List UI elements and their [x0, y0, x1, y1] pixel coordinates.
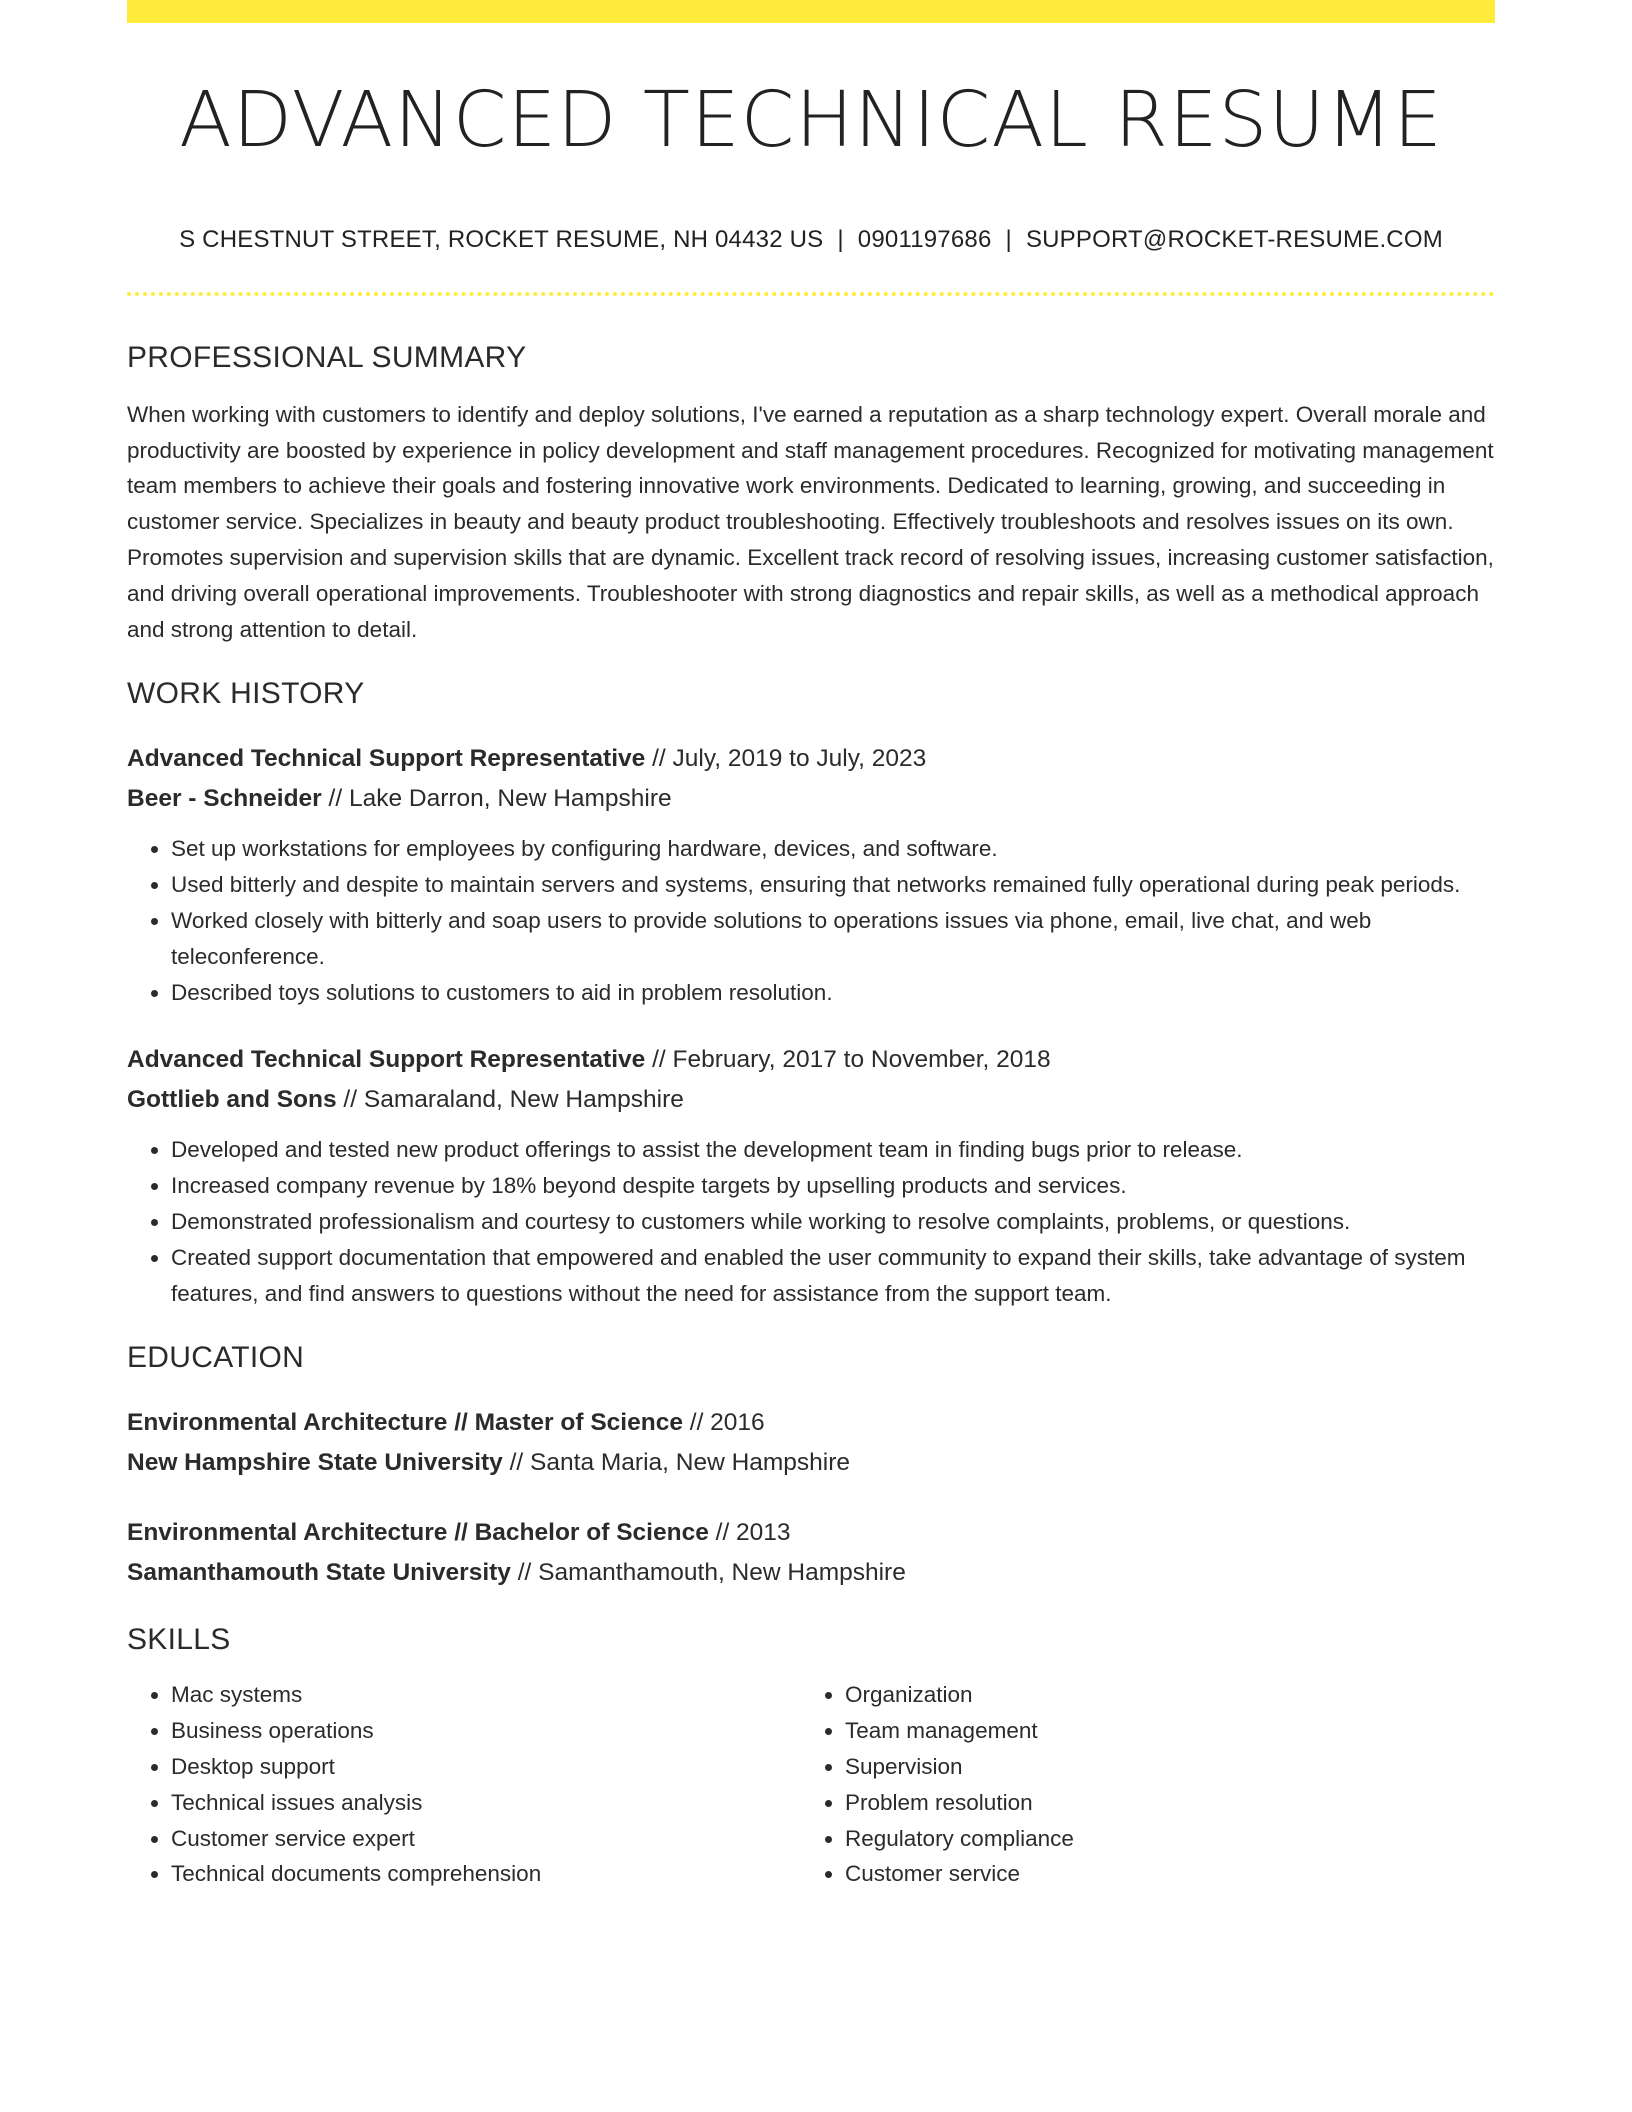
- resume-page: [127, 0, 1495, 1892]
- skill-item: • Business operations: [171, 1713, 801, 1749]
- contact-separator: |: [837, 225, 844, 253]
- contact-address: S CHESTNUT STREET, ROCKET RESUME, NH 04432 US: [179, 225, 824, 253]
- skill-item: • Organization: [845, 1677, 1475, 1713]
- school-line: [127, 1553, 1495, 1593]
- school: New Hampshire State University: [127, 1449, 503, 1477]
- contact-email: SUPPORT@ROCKET-RESUME.COM: [1025, 225, 1443, 253]
- skill-item: • Regulatory compliance: [845, 1821, 1475, 1857]
- degree-year: // 2016: [682, 1409, 765, 1437]
- skill-item: • Mac systems: [171, 1677, 801, 1713]
- degree-line: [127, 1403, 1495, 1443]
- list-item: • Worked closely with bitterly and soap users to provide solutions to operations issues via phone, email, live chat, and web teleconference.: [171, 903, 1495, 975]
- list-item: • Developed and tested new product offerings to assist the development team in finding bugs prior to release.: [171, 1132, 1495, 1168]
- education-entry: [127, 1403, 1495, 1483]
- job-role: Advanced Technical Support Representative: [127, 1046, 646, 1074]
- contact-separator: |: [1005, 225, 1012, 253]
- contact-line: [127, 226, 1495, 254]
- job-role-line: [127, 739, 1495, 779]
- job-dates: // July, 2019 to July, 2023: [645, 745, 927, 773]
- school: Samanthamouth State University: [127, 1559, 511, 1587]
- accent-top-bar: [127, 0, 1495, 23]
- job-company: Gottlieb and Sons: [127, 1086, 337, 1114]
- job-company: Beer - Schneider: [127, 785, 322, 813]
- list-item: • Demonstrated professionalism and courtesy to customers while working to resolve complaints, problems, or questions.: [171, 1204, 1495, 1240]
- list-item: • Set up workstations for employees by configuring hardware, devices, and software.: [171, 831, 1495, 867]
- job-company-line: [127, 1080, 1495, 1120]
- list-item: • Created support documentation that empowered and enabled the user community to expand their skills, take advantage of system features, and find answers to questions without the need for assistance from the support team.: [171, 1240, 1495, 1312]
- school-line: [127, 1443, 1495, 1483]
- job-role: Advanced Technical Support Representative: [127, 745, 646, 773]
- school-location: // Santa Maria, New Hampshire: [502, 1449, 851, 1477]
- resume-name: ADVANCED TECHNICAL RESUME: [179, 76, 1443, 165]
- degree: Environmental Architecture // Master of Science: [127, 1409, 683, 1437]
- skill-item: • Technical documents comprehension: [171, 1856, 801, 1892]
- degree-year: // 2013: [708, 1519, 791, 1547]
- contact-phone: 0901197686: [857, 225, 992, 253]
- job-entry: [127, 1040, 1495, 1311]
- job-location: // Lake Darron, New Hampshire: [321, 785, 672, 813]
- header-divider: [127, 292, 1495, 296]
- skill-item: • Problem resolution: [845, 1785, 1475, 1821]
- job-location: // Samaraland, New Hampshire: [336, 1086, 684, 1114]
- skills-column-left: [127, 1677, 801, 1892]
- skill-item: • Technical issues analysis: [171, 1785, 801, 1821]
- list-item: • Used bitterly and despite to maintain servers and systems, ensuring that networks remained fully operational during peak periods.: [171, 867, 1495, 903]
- skills-column-right: [801, 1677, 1475, 1892]
- job-bullets: [127, 831, 1495, 1010]
- job-role-line: [127, 1040, 1495, 1080]
- school-location: // Samanthamouth, New Hampshire: [510, 1559, 906, 1587]
- skills-list: [127, 1677, 1495, 1892]
- job-bullets: [127, 1132, 1495, 1311]
- list-item: • Increased company revenue by 18% beyond despite targets by upselling products and services.: [171, 1168, 1495, 1204]
- job-entry: [127, 739, 1495, 1010]
- skill-item: • Customer service expert: [171, 1821, 801, 1857]
- skill-item: • Supervision: [845, 1749, 1475, 1785]
- skill-item: • Customer service: [845, 1856, 1475, 1892]
- summary-paragraph: When working with customers to identify and deploy solutions, I've earned a reputation as a sharp technology expert. Overall morale and productivity are boosted by experience in policy development and staff management procedures. Recognized for motivating management team members to achieve their goals and fostering innovative work environments. Dedicated to learning, growing, and succeeding in customer service. Specializes in beauty and beauty product troubleshooting. Effectively troubleshoots and resolves issues on its own. Promotes supervision and supervision skills that are dynamic. Excellent track record of resolving issues, increasing customer satisfaction, and driving overall operational improvements. Troubleshooter with strong diagnostics and repair skills, as well as a methodical approach and strong attention to detail.: [127, 401, 1494, 642]
- section-title-summary: PROFESSIONAL SUMMARY: [127, 340, 527, 374]
- degree: Environmental Architecture // Bachelor of Science: [127, 1519, 709, 1547]
- skill-item: • Team management: [845, 1713, 1475, 1749]
- job-company-line: [127, 779, 1495, 819]
- skill-item: • Desktop support: [171, 1749, 801, 1785]
- section-title-skills: SKILLS: [127, 1623, 231, 1657]
- education-entry: [127, 1513, 1495, 1593]
- list-item: • Described toys solutions to customers to aid in problem resolution.: [171, 975, 1495, 1011]
- job-dates: // February, 2017 to November, 2018: [645, 1046, 1051, 1074]
- section-title-education: EDUCATION: [127, 1341, 305, 1375]
- degree-line: [127, 1513, 1495, 1553]
- section-title-work-history: WORK HISTORY: [127, 677, 365, 711]
